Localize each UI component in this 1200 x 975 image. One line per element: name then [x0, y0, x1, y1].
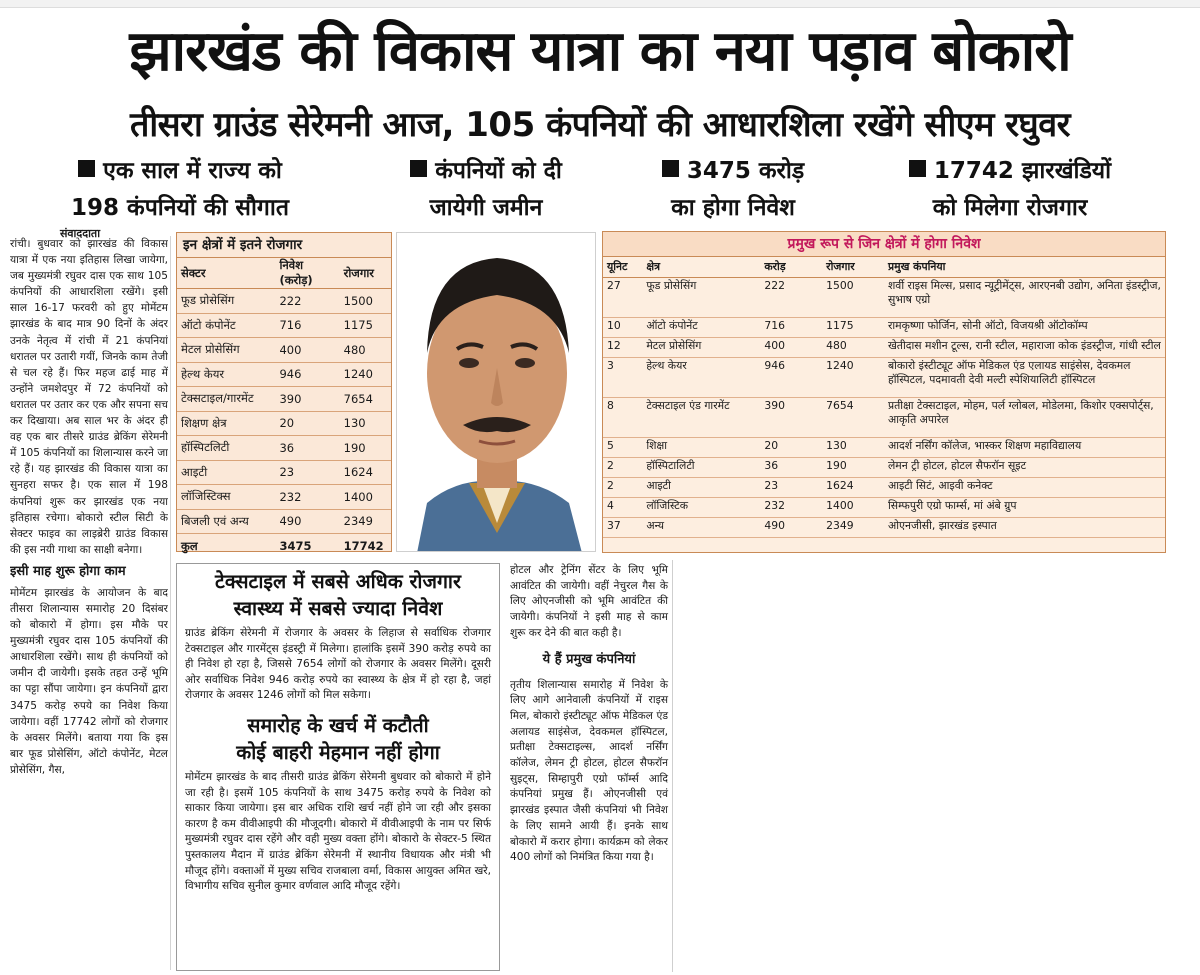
- right-article: [510, 563, 668, 971]
- table-cell: 3: [603, 357, 642, 397]
- column-divider: [170, 236, 171, 970]
- table-cell: 1500: [340, 289, 391, 314]
- middle-body-1: ग्राउंड ब्रेकिंग सेरेमनी में रोजगार के अवसर के लिहाज से सर्वाधिक रोजगार टेक्सटाइल और गारमेंट्स इंडस्ट्री में मिलेगा। हालांकि इसमें 390 करोड़ रुपये का ही निवेश हो रहा है, जिससे 7654 लोगों को रोजगार के अवसर मिलेंगे। दूसरी ओर सर्वाधिक निवेश 946 करोड़ रुपये का स्वास्थ्य के क्षेत्र में हो रहा है, जहां रोजगार के अवसर 1246 लोगों को मिल सकेगा।: [185, 627, 491, 702]
- table-cell: बिजली एवं अन्य: [177, 509, 275, 534]
- table-cell: 23: [760, 477, 822, 497]
- table-cell: 1240: [822, 357, 884, 397]
- middle-article-box: [176, 563, 500, 971]
- employment-table-row: [177, 509, 391, 534]
- table-cell: 490: [275, 509, 339, 534]
- investment-table-row: [603, 277, 1165, 317]
- bullet-point-2: कंपनियों को दी जायेगी जमीन: [362, 153, 610, 227]
- table-cell: टेक्सटाइल/गारमेंट: [177, 387, 275, 412]
- table-cell: खेतीदास मशीन टूल्स, रानी स्टील, महाराजा कोक इंडस्ट्रीज, गांधी स्टील: [884, 337, 1165, 357]
- table-cell: प्रतीक्षा टेक्सटाइल, मोहम, पर्ल ग्लोबल, मोडेलमा, किशोर एक्सपोर्ट्स, आकृति अपारेल: [884, 397, 1165, 437]
- investment-table-row: [603, 477, 1165, 497]
- employment-table: [177, 258, 391, 558]
- table-cell: 190: [340, 436, 391, 461]
- table-cell: शर्वी राइस मिल्स, प्रसाद न्यूट्रीमेंट्स, आरएनबी उद्योग, अनिता इंडस्ट्रीज, सुभाष एग्रो: [884, 277, 1165, 317]
- table-cell: 232: [275, 485, 339, 510]
- table-cell: 36: [760, 457, 822, 477]
- table-cell: हॉस्पिटलिटी: [177, 436, 275, 461]
- table-cell: 130: [822, 437, 884, 457]
- investment-table: [603, 257, 1165, 538]
- table-cell: 1400: [340, 485, 391, 510]
- column-header: क्षेत्र: [642, 257, 760, 277]
- employment-table-row: [177, 460, 391, 485]
- investment-table-row: [603, 497, 1165, 517]
- table-cell: 400: [760, 337, 822, 357]
- investment-table-row: [603, 517, 1165, 537]
- table-cell: मेटल प्रोसेसिंग: [642, 337, 760, 357]
- table-cell: 190: [822, 457, 884, 477]
- table-cell: 1175: [340, 313, 391, 338]
- table-cell: फूड प्रोसेसिंग: [177, 289, 275, 314]
- bullet-point-4: 17742 झारखंडियों को मिलेगा रोजगार: [860, 153, 1160, 227]
- table-cell: अन्य: [642, 517, 760, 537]
- investment-table-row: [603, 337, 1165, 357]
- table-cell: लॉजिस्टिक्स: [177, 485, 275, 510]
- table-cell: 12: [603, 337, 642, 357]
- table-cell: 390: [760, 397, 822, 437]
- table-cell: 37: [603, 517, 642, 537]
- table-cell: आदर्श नर्सिंग कॉलेज, भास्कर शिक्षण महाविद्यालय: [884, 437, 1165, 457]
- employment-table-title: इन क्षेत्रों में इतने रोजगार: [177, 233, 391, 258]
- table-cell: 716: [760, 317, 822, 337]
- table-cell: 2: [603, 477, 642, 497]
- chief-minister-photo: [396, 232, 596, 552]
- table-cell: लॉजिस्टिक: [642, 497, 760, 517]
- table-cell: आइटी: [642, 477, 760, 497]
- table-cell: आइटी: [177, 460, 275, 485]
- bullet-square-icon: [410, 160, 427, 177]
- table-cell: सिम्फपुरी एग्रो फार्म्स, मां अंबे ग्रुप: [884, 497, 1165, 517]
- middle-headline-3: समारोह के खर्च में कटौती: [247, 713, 429, 737]
- table-cell: मेटल प्रोसेसिंग: [177, 338, 275, 363]
- right-article-paragraph-2: तृतीय शिलान्यास समारोह में निवेश के लिए आगे आनेवाली कंपनियों में राइस मिल, बोकारो इंस्टीट्यूट ऑफ मेडिकल एंड अलायड साइंसेज, देवकमल हॉस्पिटल, प्रतीक्षा टेक्सटाइल्स, आदर्श नर्सिंग कॉलेज, लेमन ट्री होटल, होटल सैफरॉन सुइट्स, सिम्हापुरी एग्रो फॉर्म्स आदि कंपनियां प्रमुख हैं। ओएनजीसी एवं झारखंड इस्पात जैसी कंपनियां भी निवेश के लिए सामने आयी हैं। इनके साथ बोकारो में करार होगा। कार्यक्रम को लेकर 400 लोगों को निमंत्रित किया गया है।: [510, 678, 668, 864]
- table-cell: 130: [340, 411, 391, 436]
- middle-body-2: मोमेंटम झारखंड के बाद तीसरी ग्राउंड ब्रेकिंग सेरेमनी बुधवार को बोकारो में होने जा रही है। इसमें 105 कंपनियों के साथ 3475 करोड़ रुपये के निवेश को साकार किया जायेगा। इस बार अधिक राशि खर्च नहीं होने जा रही और इसका कारण है कम वीवीआइपी की मौजूदगी। बोकारो में वीवीआइपी के नाम पर सिर्फ मुख्यमंत्री रघुवर दास रहेंगे और वही मुख्य वक्ता होंगे। बोकारो के सेक्टर-5 स्थित पुस्तकालय मैदान में ग्राउंड ब्रेकिंग सेरेमनी में स्थानीय विधायक और मंत्री भी मौजूद होंगे। वक्ताओं में मुख्य सचिव राजबाला वर्मा, विकास आयुक्त अमित खरे, विभागीय सचिव सुनील कुमार वर्णवाल आदि मौजूद रहेंगे।: [185, 770, 491, 893]
- right-article-subhead: ये हैं प्रमुख कंपनियां: [542, 651, 636, 667]
- investment-table-row: [603, 437, 1165, 457]
- employment-table-row: [177, 387, 391, 412]
- table-cell: 2: [603, 457, 642, 477]
- table-cell: कुल: [181, 538, 198, 553]
- employment-table-row: [177, 338, 391, 363]
- table-cell: बोकारो इंस्टीट्यूट ऑफ मेडिकल एंड एलायड साइंसेस, देवकमल हॉस्पिटल, पदमावती देवी मल्टी स्पेशियालिटी हॉस्पिटल: [884, 357, 1165, 397]
- left-article-paragraph-2: मोमेंटम झारखंड के आयोजन के बाद तीसरा शिलान्यास समारोह 20 दिसंबर को बोकारो में होगा। इस मौके पर मुख्यमंत्री रघुवर दास 105 कंपनियों की आधारशिला रखेंगे। साथ ही कंपनियों को जमीन दी जायेगी। इसके तहत उन्हें भूमि का पट्टा सौंपा जायेगा। इन कंपनियों द्वारा 3475 करोड़ रुपये का निवेश किया जायेगा। वहीं 17742 लोगों को रोजगार के अवसर मिलेंगे। बताया गया कि इस बार फूड प्रोसेसिंग, ऑटो कंपोनेंट, मेटल प्रोसेसिंग, गैस,: [10, 586, 168, 776]
- table-cell: 232: [760, 497, 822, 517]
- table-cell: 1624: [822, 477, 884, 497]
- table-cell: 4: [603, 497, 642, 517]
- top-strip: [0, 0, 1200, 8]
- investment-table-row: [603, 397, 1165, 437]
- investment-table-box: [602, 231, 1166, 553]
- employment-table-row: [177, 313, 391, 338]
- table-cell: फूड प्रोसेसिंग: [642, 277, 760, 317]
- employment-table-row: [177, 436, 391, 461]
- column-header: रोजगार: [340, 258, 391, 289]
- middle-headline-4: कोई बाहरी मेहमान नहीं होगा: [236, 740, 440, 764]
- employment-table-header: [177, 258, 391, 289]
- middle-headline-1: टेक्सटाइल में सबसे अधिक रोजगार: [215, 570, 461, 593]
- employment-table-row: [177, 485, 391, 510]
- table-cell: 7654: [340, 387, 391, 412]
- employment-table-row: [177, 362, 391, 387]
- bullet-point-1: एक साल में राज्य को 198 कंपनियों की सौगात: [71, 158, 289, 221]
- table-cell: 222: [275, 289, 339, 314]
- table-cell: शिक्षण क्षेत्र: [177, 411, 275, 436]
- middle-headline-2: स्वास्थ्य में सबसे ज्यादा निवेश: [233, 597, 443, 620]
- table-cell: 20: [760, 437, 822, 457]
- table-cell: ऑटो कंपोनेंट: [642, 317, 760, 337]
- table-cell: 8: [603, 397, 642, 437]
- right-article-paragraph-1: होटल और ट्रेनिंग सेंटर के लिए भूमि आवंटित की जायेगी। वहीं नेचुरल गैस के लिए ओएनजीसी को भूमि आवंटित की जायेगी। कंपनियों ने इसी माह से काम शुरू कर देने की बात कही है।: [510, 564, 668, 639]
- table-cell: 36: [275, 436, 339, 461]
- left-article-paragraph-1: रांची। बुधवार को झारखंड की विकास यात्रा में एक नया इतिहास लिखा जायेगा, जब मुख्यमंत्री रघुवर दास एक साथ 105 कंपनियों की आधारशिला रखेंगे। इसी साल 16-17 फरवरी को हुए मोमेंटम झारखंड के बाद मात्र 90 दिनों के अंदर उनके नेतृत्व में रांची में 21 कंपनियां धरातल पर उतारी गयीं, जिनके काम तेजी से चल रहे हैं। फिर महज ढाई माह में उन्होंने जमशेदपुर में 72 कंपनियों को धरातल पर उतार कर एक और सपना सच कर दिखाया। अब साल भर के अंदर ही वह एक बार तीसरे ग्राउंड ब्रेकिंग सेरेमनी में 105 कंपनियों का शिलान्यास करने जा रहे हैं। यह झारखंड की विकास यात्रा का सुनहरा सफर है। एक साल में 198 कंपनियां शुरू कर झारखंड एक नया इतिहास रचेगा। बोकारो स्टील सिटी के सेक्टर फाइव का लाइब्रेरी ग्राउंड विकास की इस नयी गाथा का साक्षी बनेगा।: [10, 238, 168, 556]
- table-cell: 1500: [822, 277, 884, 317]
- column-header: सेक्टर: [177, 258, 275, 289]
- table-cell: शिक्षा: [642, 437, 760, 457]
- table-cell: 3475: [279, 539, 312, 553]
- table-cell: 946: [275, 362, 339, 387]
- table-cell: 17742: [343, 539, 384, 553]
- investment-table-row: [603, 457, 1165, 477]
- page-subheadline: तीसरा ग्राउंड सेरेमनी आज, 105 कंपनियों की आधारशिला रखेंगे सीएम रघुवर: [129, 105, 1071, 145]
- byline: संवाददाता: [60, 227, 101, 240]
- table-cell: 1400: [822, 497, 884, 517]
- table-cell: 23: [275, 460, 339, 485]
- table-cell: 20: [275, 411, 339, 436]
- bullet-point-3: 3475 करोड़ का होगा निवेश: [620, 153, 846, 227]
- right-column-divider: [672, 560, 673, 972]
- employment-table-row: [177, 411, 391, 436]
- portrait-illustration: [397, 233, 596, 552]
- table-cell: ओएनजीसी, झारखंड इस्पात: [884, 517, 1165, 537]
- column-header: निवेश (करोड़): [275, 258, 339, 289]
- table-cell: हेल्थ केयर: [177, 362, 275, 387]
- table-cell: 1624: [340, 460, 391, 485]
- employment-table-total-row: [177, 534, 391, 559]
- table-cell: हॉस्पिटालिटी: [642, 457, 760, 477]
- table-cell: रामकृष्णा फोर्जिन, सोनी ऑटो, विजयश्री ऑटोकॉम्प: [884, 317, 1165, 337]
- left-article-subhead: इसी माह शुरू होगा काम: [10, 563, 126, 579]
- table-cell: 1240: [340, 362, 391, 387]
- investment-table-row: [603, 317, 1165, 337]
- column-header: रोजगार: [822, 257, 884, 277]
- table-cell: 2349: [340, 509, 391, 534]
- investment-table-title: प्रमुख रूप से जिन क्षेत्रों में होगा निवेश: [603, 232, 1165, 257]
- bullet-square-icon: [909, 160, 926, 177]
- bullet-square-icon: [662, 160, 679, 177]
- table-cell: 946: [760, 357, 822, 397]
- table-cell: 7654: [822, 397, 884, 437]
- table-cell: 390: [275, 387, 339, 412]
- table-cell: 5: [603, 437, 642, 457]
- employment-table-box: [176, 232, 392, 552]
- table-cell: आइटी सिटं, आइवी कनेक्ट: [884, 477, 1165, 497]
- table-cell: 10: [603, 317, 642, 337]
- table-cell: 716: [275, 313, 339, 338]
- table-cell: 480: [822, 337, 884, 357]
- table-cell: ऑटो कंपोनेंट: [177, 313, 275, 338]
- table-cell: टेक्सटाइल एंड गारमेंट: [642, 397, 760, 437]
- column-header: प्रमुख कंपनिया: [884, 257, 1165, 277]
- column-header: यूनिट: [603, 257, 642, 277]
- bullet-square-icon: [78, 160, 95, 177]
- left-article: [10, 236, 168, 970]
- table-cell: 2349: [822, 517, 884, 537]
- employment-table-row: [177, 289, 391, 314]
- investment-table-header: [603, 257, 1165, 277]
- investment-table-row: [603, 357, 1165, 397]
- table-cell: 27: [603, 277, 642, 317]
- column-header: करोड़: [760, 257, 822, 277]
- table-cell: 1175: [822, 317, 884, 337]
- page-headline: झारखंड की विकास यात्रा का नया पड़ाव बोकारो: [129, 19, 1071, 84]
- table-cell: लेमन ट्री होटल, होटल सैफरॉन सूइट: [884, 457, 1165, 477]
- table-cell: 400: [275, 338, 339, 363]
- table-cell: 480: [340, 338, 391, 363]
- table-cell: हेल्थ केयर: [642, 357, 760, 397]
- table-cell: 222: [760, 277, 822, 317]
- table-cell: 490: [760, 517, 822, 537]
